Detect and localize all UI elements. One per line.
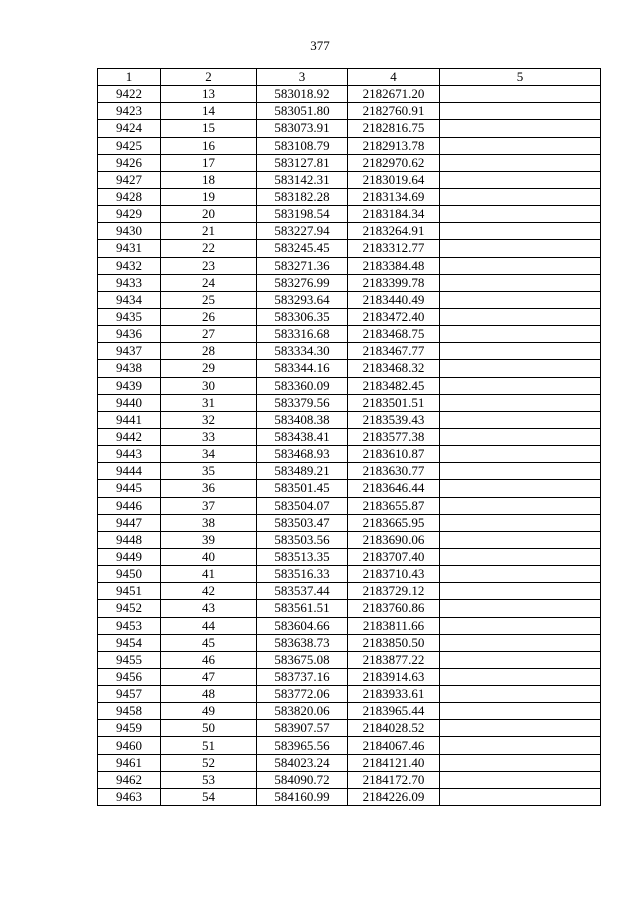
table-row: [98, 257, 601, 274]
table-cell: [440, 274, 601, 291]
table-row: [98, 360, 601, 377]
table-cell: 40: [161, 548, 257, 565]
table-cell: [440, 206, 601, 223]
table-cell: 9434: [98, 291, 161, 308]
table-cell: 583737.16: [257, 668, 348, 685]
table-cell: 583820.06: [257, 703, 348, 720]
table-cell: [440, 668, 601, 685]
table-cell: 9458: [98, 703, 161, 720]
table-row: [98, 754, 601, 771]
table-row: [98, 103, 601, 120]
table-cell: 44: [161, 617, 257, 634]
table-cell: 2184172.70: [348, 771, 440, 788]
table-cell: 2183760.86: [348, 600, 440, 617]
table-cell: 2183630.77: [348, 463, 440, 480]
table-cell: [440, 120, 601, 137]
table-cell: 53: [161, 771, 257, 788]
table-cell: 9453: [98, 617, 161, 634]
table-cell: 583772.06: [257, 686, 348, 703]
table-cell: [440, 394, 601, 411]
table-cell: 38: [161, 514, 257, 531]
table-cell: 9448: [98, 531, 161, 548]
table-row: [98, 497, 601, 514]
table-row: [98, 223, 601, 240]
table-cell: 9463: [98, 788, 161, 805]
table-cell: [440, 788, 601, 805]
table-cell: 2184067.46: [348, 737, 440, 754]
table-cell: 2183877.22: [348, 651, 440, 668]
table-cell: 2183933.61: [348, 686, 440, 703]
table-cell: 583334.30: [257, 343, 348, 360]
table-cell: [440, 686, 601, 703]
table-cell: [440, 497, 601, 514]
table-cell: [440, 360, 601, 377]
table-cell: 9443: [98, 446, 161, 463]
table-row: [98, 583, 601, 600]
table-cell: 2183134.69: [348, 188, 440, 205]
table-cell: 9433: [98, 274, 161, 291]
table-cell: 583245.45: [257, 240, 348, 257]
table-cell: 41: [161, 566, 257, 583]
table-cell: [440, 428, 601, 445]
table-cell: 583379.56: [257, 394, 348, 411]
table-cell: [440, 651, 601, 668]
table-cell: 2182816.75: [348, 120, 440, 137]
table-cell: [440, 377, 601, 394]
table-cell: 28: [161, 343, 257, 360]
table-cell: 21: [161, 223, 257, 240]
table-cell: [440, 86, 601, 103]
table-cell: 2182970.62: [348, 154, 440, 171]
table-cell: 13: [161, 86, 257, 103]
table-row: [98, 668, 601, 685]
table-cell: [440, 137, 601, 154]
table-cell: 583503.47: [257, 514, 348, 531]
table-cell: 583638.73: [257, 634, 348, 651]
table-cell: 31: [161, 394, 257, 411]
table-cell: 2183710.43: [348, 566, 440, 583]
table-cell: 2183850.50: [348, 634, 440, 651]
table-cell: 9444: [98, 463, 161, 480]
table-cell: 583018.92: [257, 86, 348, 103]
table-cell: [440, 548, 601, 565]
table-row: [98, 651, 601, 668]
table-cell: 2183501.51: [348, 394, 440, 411]
table-cell: 9431: [98, 240, 161, 257]
table-row: [98, 86, 601, 103]
table-row: [98, 703, 601, 720]
table-cell: 583142.31: [257, 171, 348, 188]
table-cell: 15: [161, 120, 257, 137]
table-cell: [440, 771, 601, 788]
table-cell: 2182913.78: [348, 137, 440, 154]
table-cell: 583198.54: [257, 206, 348, 223]
table-cell: 9440: [98, 394, 161, 411]
table-cell: [440, 566, 601, 583]
table-cell: 2183729.12: [348, 583, 440, 600]
table-cell: 9436: [98, 326, 161, 343]
table-cell: 583108.79: [257, 137, 348, 154]
table-row: [98, 411, 601, 428]
table-cell: 2183914.63: [348, 668, 440, 685]
table-cell: 583604.66: [257, 617, 348, 634]
table-cell: [440, 446, 601, 463]
table-cell: 583271.36: [257, 257, 348, 274]
table-cell: 2183384.48: [348, 257, 440, 274]
header-row: [98, 69, 601, 86]
table-cell: 51: [161, 737, 257, 754]
table-row: [98, 548, 601, 565]
table-cell: 43: [161, 600, 257, 617]
table-cell: 583227.94: [257, 223, 348, 240]
table-cell: 9430: [98, 223, 161, 240]
table-cell: 583675.08: [257, 651, 348, 668]
table-cell: 9459: [98, 720, 161, 737]
table-cell: 19: [161, 188, 257, 205]
table-cell: 17: [161, 154, 257, 171]
table-row: [98, 686, 601, 703]
table-cell: 30: [161, 377, 257, 394]
table-cell: 24: [161, 274, 257, 291]
table-cell: 583316.68: [257, 326, 348, 343]
table-cell: 2182671.20: [348, 86, 440, 103]
table-row: [98, 428, 601, 445]
table-cell: 583504.07: [257, 497, 348, 514]
table-cell: 583293.64: [257, 291, 348, 308]
table-cell: 9462: [98, 771, 161, 788]
table-cell: 2183539.43: [348, 411, 440, 428]
table-cell: 9441: [98, 411, 161, 428]
table-cell: 9425: [98, 137, 161, 154]
table-cell: 36: [161, 480, 257, 497]
table-row: [98, 171, 601, 188]
table-cell: 583276.99: [257, 274, 348, 291]
table-cell: [440, 617, 601, 634]
table-body: [98, 86, 601, 806]
table-cell: 9437: [98, 343, 161, 360]
table-cell: 583408.38: [257, 411, 348, 428]
table-cell: [440, 703, 601, 720]
table-cell: [440, 480, 601, 497]
table-row: [98, 531, 601, 548]
table-cell: 583489.21: [257, 463, 348, 480]
table-cell: 23: [161, 257, 257, 274]
table-cell: [440, 634, 601, 651]
table-row: [98, 720, 601, 737]
table-cell: 9451: [98, 583, 161, 600]
table-cell: 2183811.66: [348, 617, 440, 634]
table-cell: [440, 103, 601, 120]
table-cell: 9445: [98, 480, 161, 497]
coordinates-table: [97, 68, 601, 806]
table-cell: 48: [161, 686, 257, 703]
table-cell: [440, 223, 601, 240]
table-cell: 583073.91: [257, 120, 348, 137]
table-cell: 583127.81: [257, 154, 348, 171]
page-number: 377: [310, 38, 330, 53]
table-row: [98, 377, 601, 394]
table-cell: 35: [161, 463, 257, 480]
table-cell: [440, 171, 601, 188]
table-cell: 2184028.52: [348, 720, 440, 737]
table-row: [98, 446, 601, 463]
table-cell: [440, 343, 601, 360]
table-cell: 583907.57: [257, 720, 348, 737]
table-cell: 584160.99: [257, 788, 348, 805]
table-cell: 39: [161, 531, 257, 548]
table-cell: [440, 600, 601, 617]
table-cell: 25: [161, 291, 257, 308]
table-cell: 26: [161, 308, 257, 325]
table-cell: 9438: [98, 360, 161, 377]
column-header: 5: [440, 69, 601, 86]
table-row: [98, 634, 601, 651]
table-cell: 9455: [98, 651, 161, 668]
column-header: 4: [348, 69, 440, 86]
table-cell: [440, 291, 601, 308]
table-cell: 583561.51: [257, 600, 348, 617]
table-cell: 9423: [98, 103, 161, 120]
table-cell: 9429: [98, 206, 161, 223]
table-cell: 9447: [98, 514, 161, 531]
table-cell: [440, 154, 601, 171]
table-header: [98, 69, 601, 86]
table-cell: 583468.93: [257, 446, 348, 463]
table-row: [98, 240, 601, 257]
table-cell: 583537.44: [257, 583, 348, 600]
table-cell: 583513.35: [257, 548, 348, 565]
table-cell: 9424: [98, 120, 161, 137]
table-row: [98, 206, 601, 223]
table-cell: 9426: [98, 154, 161, 171]
column-header: 2: [161, 69, 257, 86]
table-cell: 2183264.91: [348, 223, 440, 240]
table-cell: 583438.41: [257, 428, 348, 445]
table-row: [98, 188, 601, 205]
table-cell: 2183482.45: [348, 377, 440, 394]
table-cell: [440, 754, 601, 771]
table-row: [98, 788, 601, 805]
table-cell: 583344.16: [257, 360, 348, 377]
table-cell: 9450: [98, 566, 161, 583]
table-cell: 46: [161, 651, 257, 668]
table-cell: 9457: [98, 686, 161, 703]
table-cell: [440, 463, 601, 480]
table-cell: 52: [161, 754, 257, 771]
table-cell: [440, 240, 601, 257]
table-cell: 45: [161, 634, 257, 651]
table-row: [98, 514, 601, 531]
table-cell: 2184121.40: [348, 754, 440, 771]
table-cell: 2183440.49: [348, 291, 440, 308]
table-cell: 2183610.87: [348, 446, 440, 463]
table-cell: 27: [161, 326, 257, 343]
table-row: [98, 480, 601, 497]
table-cell: 54: [161, 788, 257, 805]
column-header: 3: [257, 69, 348, 86]
table-row: [98, 566, 601, 583]
table-cell: 2183690.06: [348, 531, 440, 548]
table-row: [98, 394, 601, 411]
table-cell: 583516.33: [257, 566, 348, 583]
table-cell: 584090.72: [257, 771, 348, 788]
table-cell: 583501.45: [257, 480, 348, 497]
table-row: [98, 343, 601, 360]
table-cell: [440, 720, 601, 737]
table-cell: 50: [161, 720, 257, 737]
table-row: [98, 120, 601, 137]
table-cell: 2183312.77: [348, 240, 440, 257]
table-cell: [440, 308, 601, 325]
table-row: [98, 154, 601, 171]
table-row: [98, 600, 601, 617]
table-cell: 9442: [98, 428, 161, 445]
table-cell: 47: [161, 668, 257, 685]
table-cell: 2183655.87: [348, 497, 440, 514]
table-cell: 584023.24: [257, 754, 348, 771]
column-header: 1: [98, 69, 161, 86]
table-cell: 2183577.38: [348, 428, 440, 445]
table-cell: 42: [161, 583, 257, 600]
table-cell: 583965.56: [257, 737, 348, 754]
table-cell: [440, 514, 601, 531]
table-cell: 14: [161, 103, 257, 120]
table-cell: 2183184.34: [348, 206, 440, 223]
table-cell: 9456: [98, 668, 161, 685]
table-row: [98, 291, 601, 308]
table-cell: [440, 411, 601, 428]
table-cell: 2183019.64: [348, 171, 440, 188]
table-cell: 2183467.77: [348, 343, 440, 360]
table-cell: 2183399.78: [348, 274, 440, 291]
table-cell: 2183468.75: [348, 326, 440, 343]
table-cell: 9439: [98, 377, 161, 394]
table-cell: [440, 326, 601, 343]
table-row: [98, 771, 601, 788]
table-cell: 583182.28: [257, 188, 348, 205]
table-cell: 20: [161, 206, 257, 223]
table-cell: 29: [161, 360, 257, 377]
table-cell: 9428: [98, 188, 161, 205]
table-cell: 2183707.40: [348, 548, 440, 565]
table-cell: 2183646.44: [348, 480, 440, 497]
table-cell: 16: [161, 137, 257, 154]
table-row: [98, 326, 601, 343]
table-cell: [440, 583, 601, 600]
table-row: [98, 463, 601, 480]
table-cell: 583503.56: [257, 531, 348, 548]
table-cell: 9460: [98, 737, 161, 754]
table-cell: 2183472.40: [348, 308, 440, 325]
table-cell: 32: [161, 411, 257, 428]
table-cell: 9449: [98, 548, 161, 565]
table-cell: 2183665.95: [348, 514, 440, 531]
table-cell: 583306.35: [257, 308, 348, 325]
table-cell: 2182760.91: [348, 103, 440, 120]
table-cell: 2183468.32: [348, 360, 440, 377]
table-cell: 33: [161, 428, 257, 445]
table-row: [98, 137, 601, 154]
table-cell: [440, 257, 601, 274]
table-cell: 9427: [98, 171, 161, 188]
table-cell: 9432: [98, 257, 161, 274]
table-cell: 9452: [98, 600, 161, 617]
table-cell: [440, 531, 601, 548]
table-cell: 49: [161, 703, 257, 720]
table-row: [98, 617, 601, 634]
table-cell: 22: [161, 240, 257, 257]
table-cell: 9461: [98, 754, 161, 771]
table-cell: 37: [161, 497, 257, 514]
table-cell: 9454: [98, 634, 161, 651]
table-cell: 583051.80: [257, 103, 348, 120]
table-cell: 9422: [98, 86, 161, 103]
table-cell: 2184226.09: [348, 788, 440, 805]
table-cell: 34: [161, 446, 257, 463]
table-cell: 2183965.44: [348, 703, 440, 720]
table-cell: 583360.09: [257, 377, 348, 394]
table-cell: 9435: [98, 308, 161, 325]
table-row: [98, 308, 601, 325]
table-cell: [440, 737, 601, 754]
table-row: [98, 737, 601, 754]
table-row: [98, 274, 601, 291]
table-cell: [440, 188, 601, 205]
table-cell: 9446: [98, 497, 161, 514]
table-cell: 18: [161, 171, 257, 188]
